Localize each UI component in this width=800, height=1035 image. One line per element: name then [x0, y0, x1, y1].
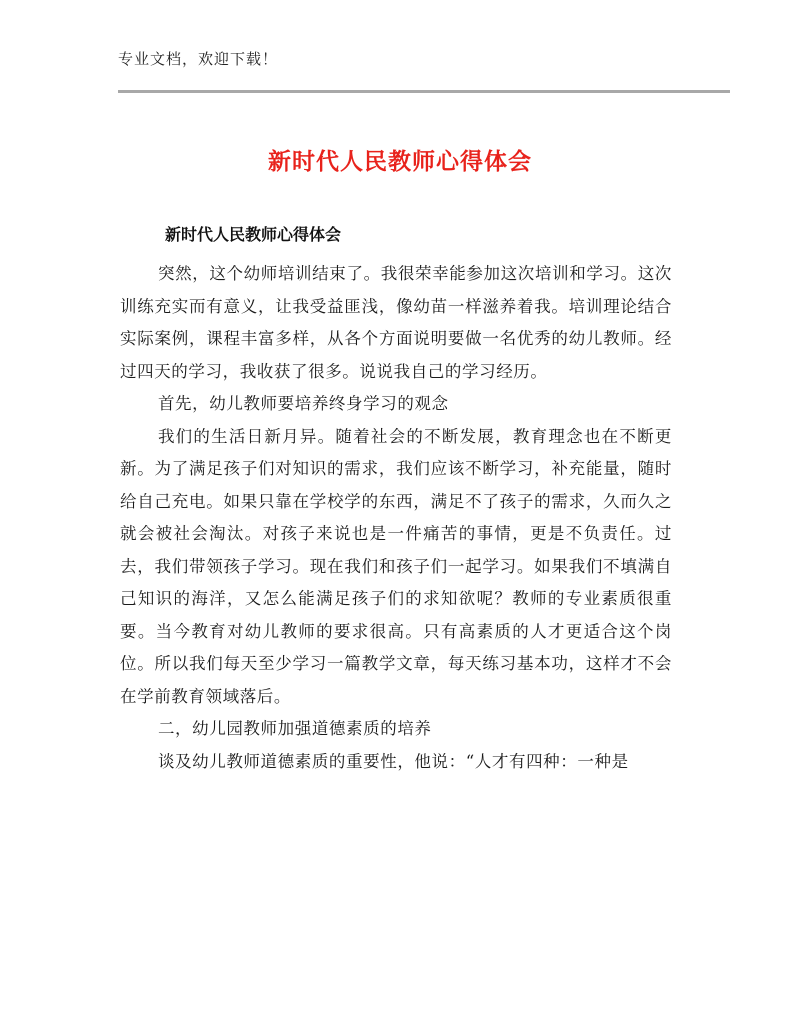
- header-divider: [118, 90, 730, 93]
- paragraph-intro: 突然，这个幼师培训结束了。我很荣幸能参加这次培训和学习。这次训练充实而有意义，让我受益匪浅，像幼苗一样滋养着我。培训理论结合实际案例，课程丰富多样，从各个方面说明要做一名优秀的幼儿教师。经过四天的学习，我收获了很多。说说我自己的学习经历。: [120, 264, 672, 381]
- paragraph-heading-lifelong-learning: 首先，幼儿教师要培养终身学习的观念: [157, 394, 449, 413]
- section-subtitle: 新时代人民教师心得体会: [165, 225, 342, 244]
- header-note: 专业文档，欢迎下载！: [118, 50, 279, 68]
- paragraph-moral-quality: 谈及幼儿教师道德素质的重要性，他说：“人才有四种：一种是: [157, 751, 629, 771]
- paragraph-lifelong-learning: 我们的生活日新月异。随着社会的不断发展，教育理念也在不断更新。为了满足孩子们对知识的需求，我们应该不断学习，补充能量，随时给自己充电。如果只靠在学校学的东西，满足不了孩子的需求，久而久之就会被社会淘汰。对孩子来说也是一件痛苦的事情，更是不负责任。过去，我们带领孩子学习。现在我们和孩子们一起学习。如果我们不填满自己知识的海洋，又怎么能满足孩子们的求知欲呢？教师的专业素质很重要。当今教育对幼儿教师的要求很高。只有高素质的人才更适合这个岗位。所以我们每天至少学习一篇教学文章，每天练习基本功，这样才不会在学前教育领域落后。: [120, 426, 672, 706]
- page-title: 新时代人民教师心得体会: [268, 149, 532, 175]
- paragraph-heading-moral-quality: 二，幼儿园教师加强道德素质的培养: [157, 719, 432, 738]
- body-text: [120, 258, 672, 778]
